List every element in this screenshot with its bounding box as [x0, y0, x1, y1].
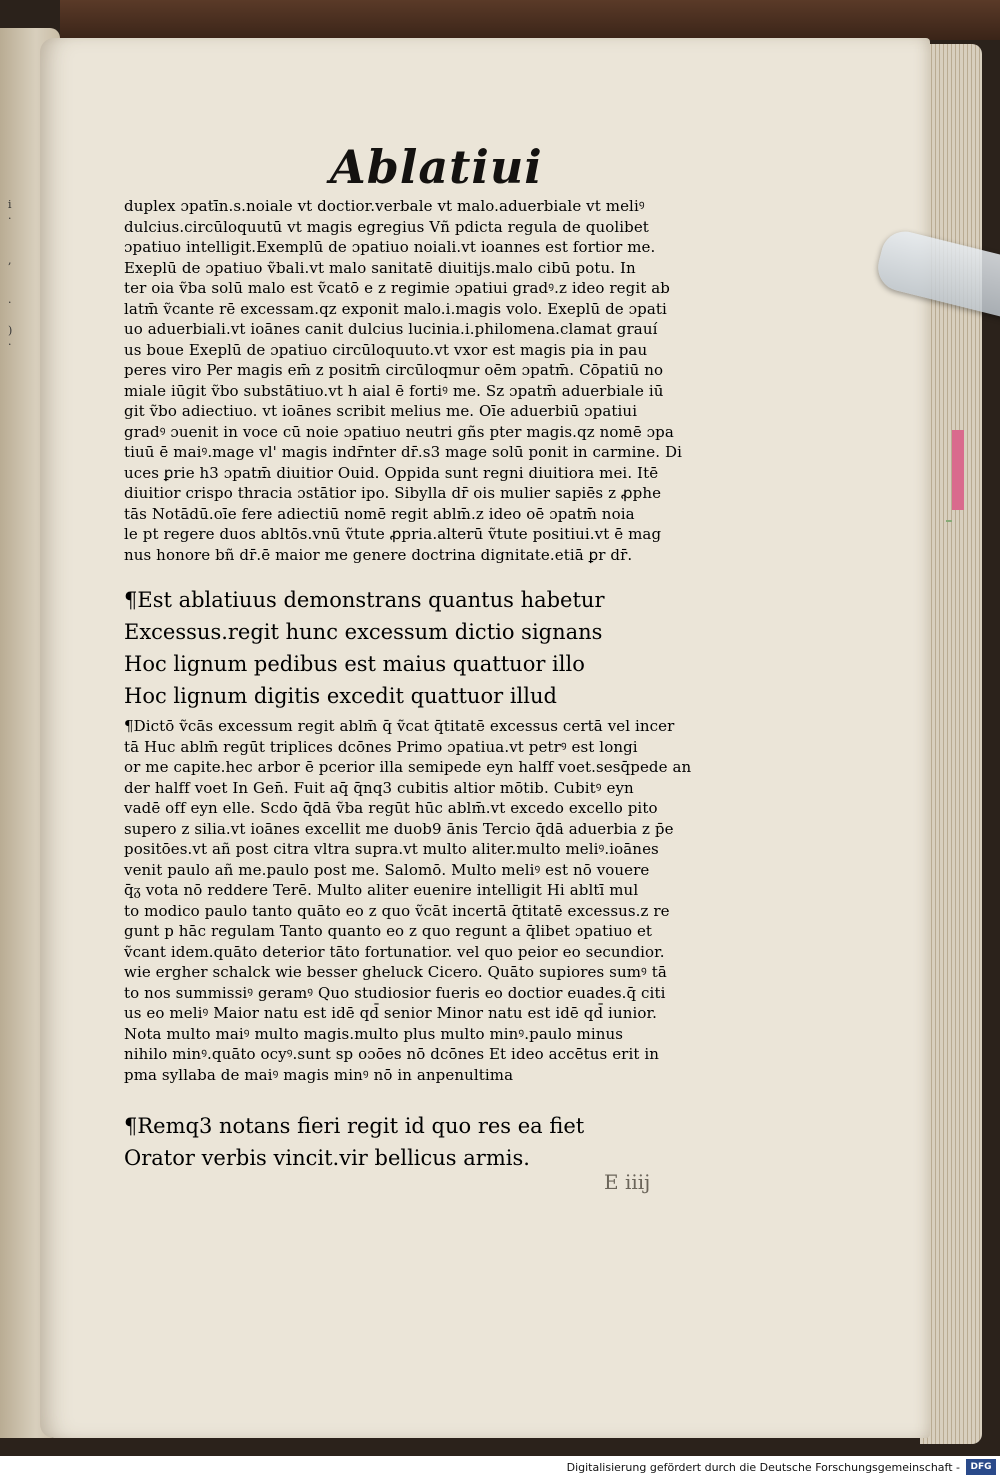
text-line: ¶Dictō ṽcās excessum regit ablm̄ q̄ ṽcat q̄titatē excessus certā vel incer: [124, 717, 675, 735]
text-line: ter oia ṽba solū malo est ṽcatō e z regimie ɔpatiui gradꝰ.z ideo regit ab: [124, 279, 670, 297]
page-heading: Ablatiui: [330, 140, 543, 194]
paragraph-1: [124, 196, 682, 565]
footer-bar: [0, 1456, 1000, 1480]
text-line: nihilo minꝰ.quāto ocyꝰ.sunt sp oɔōes nō dcōnes Et ideo accētus erit in: [124, 1045, 660, 1063]
facing-page-marks: i · , · ) ·: [8, 198, 13, 351]
color-tab: [952, 430, 964, 510]
book-cover-top: [60, 0, 1000, 40]
text-line: tās Notādū.oīe fere adiectiū nomē regit ablm̄.z ideo oē ɔpatm̄ noia: [124, 504, 635, 523]
text-line: Exeplū de ɔpatiuo ṽbali.vt malo sanitatē diuitijs.malo cibū potu. In: [124, 258, 636, 277]
verse-line: Hoc lignum pedibus est maius quattuor illo: [124, 652, 585, 676]
text-line: vadē off eyn elle. Scdo q̄dā ṽba regūt hūc ablm̄.vt excedo excello pito: [124, 799, 658, 817]
text-line: Nota multo maiꝰ multo magis.multo plus multo minꝰ.paulo minus: [124, 1024, 624, 1043]
text-line: tā Huc ablm̄ regūt triplices dcōnes Primo ɔpatiua.vt petrꝰ est longi: [124, 737, 638, 756]
text-line: uo aduerbiali.vt ioānes canit dulcius lucinia.i.philomena.clamat grauí: [124, 320, 658, 338]
text-line: tiuū ē maiꝰ.mage vl' magis indr̄nter dr̄.s3 mage solū ponit in carmine. Di: [124, 443, 683, 461]
text-line: latm̄ ṽcante rē excessam.qz exponit malo.i.magis volo. Exeplū de ɔpati: [124, 299, 667, 318]
text-line: us eo meliꝰ Maior natu est idē qd̄ senior Minor natu est idē qd̄ iunior.: [124, 1004, 657, 1022]
text-line: ɔpatiuo intelligit.Exemplū de ɔpatiuo noiali.vt ioannes est fortior me.: [124, 238, 656, 256]
text-line: positōes.vt añ post citra vltra supra.vt multo aliter.multo meliꝰ.ioānes: [124, 840, 659, 858]
text-line: gunt p hāc regulam Tanto quanto eo z quo regunt a q̄libet ɔpatiuo et: [124, 922, 653, 940]
text-line: nus honore bñ dr̄.ē maior me genere doctrina dignitate.etiā ꝑr dr̄.: [124, 545, 633, 564]
verse-line: Hoc lignum digitis excedit quattuor illud: [124, 684, 557, 708]
dfg-logo: DFG: [966, 1459, 996, 1475]
text-line: wie ergher schalck wie besser gheluck Cicero. Quāto supiores sumꝰ tā: [124, 963, 667, 981]
text-line: venit paulo añ me.paulo post me. Salomō. Multo meliꝰ est nō vouere: [124, 860, 650, 879]
text-line: der halff voet In Gen̄. Fuit aq̄ q̄nq3 cubitis altior mōtib. Cubitꝰ eyn: [124, 778, 634, 797]
verse-line: ¶Est ablatiuus demonstrans quantus habetur: [124, 588, 605, 612]
text-line: peres viro Per magis em̄ z positm̄ circūloqmur oēm ɔpatm̄. Cōpatiū no: [124, 361, 664, 379]
text-line: ṽcant idem.quāto deterior tāto fortunatior. vel quo peior eo secundior.: [124, 942, 665, 961]
verse-block-2: [124, 1110, 584, 1174]
verse-line: ¶Remq3 notans fieri regit id quo res ea fiet: [124, 1114, 585, 1138]
text-line: to nos summissiꝰ geramꝰ Quo studiosior fueris eo doctior euades.q̄ citi: [124, 983, 666, 1002]
text-line: us boue Exeplū de ɔpatiuo circūloquuto.vt vxor est magis pia in pau: [124, 340, 648, 359]
side-marker: [946, 520, 952, 522]
verse-block-1: [124, 584, 605, 712]
verse-line: Orator verbis vincit.vir bellicus armis.: [124, 1146, 530, 1170]
text-line: to modico paulo tanto quāto eo z quo ṽcāt incertā q̄titatē excessus.z re: [124, 901, 670, 920]
text-line: duplex ɔpatīn.s.noiale vt doctior.verbale vt malo.aduerbiale vt meliꝰ: [124, 197, 645, 215]
text-line: miale iūgit ṽbo substātiuo.vt h aial ē fortiꝰ me. Sz ɔpatm̄ aduerbiale iū: [124, 381, 664, 400]
text-line: uces ꝑrie h3 ɔpatm̄ diuitior Ouid. Oppida sunt regni diuitiora mei. Itē: [124, 463, 659, 482]
signature-mark: E iiij: [604, 1170, 651, 1194]
text-line: git ṽbo adiectiuo. vt ioānes scribit melius me. Oīe aduerbiū ɔpatiui: [124, 402, 638, 420]
paragraph-2: [124, 716, 691, 1085]
text-line: dulcius.circūloquutū vt magis egregius Vñ pdicta regula de quolibet: [124, 217, 649, 236]
text-line: gradꝰ ɔuenit in voce cū noie ɔpatiuo neutri gñs pter magis.qz nomē ɔpa: [124, 422, 674, 441]
footer-credit: Digitalisierung gefördert durch die Deutsche Forschungsgemeinschaft -: [566, 1461, 960, 1474]
text-line: le pt regere duos abltōs.vnū ṽtute ꝓpria.alterū ṽtute positiui.vt ē mag: [124, 525, 662, 543]
text-line: pma syllaba de maiꝰ magis minꝰ nō in anpenultima: [124, 1065, 514, 1084]
text-line: q̄ᵹ vota nō reddere Terē. Multo aliter euenire intelligit Hi abltī mul: [124, 881, 639, 899]
verse-line: Excessus.regit hunc excessum dictio signans: [124, 620, 603, 644]
text-line: diuitior crispo thracia ɔstātior ipo. Sibylla dr̄ ois mulier sapiēs z ꝓphe: [124, 484, 662, 502]
text-line: or me capite.hec arbor ē pcerior illa semipede eyn halff voet.sesq̄pede an: [124, 758, 692, 776]
text-line: supero z silia.vt ioānes excellit me duob9 ānis Tercio q̄dā aduerbia z p̄e: [124, 819, 674, 838]
